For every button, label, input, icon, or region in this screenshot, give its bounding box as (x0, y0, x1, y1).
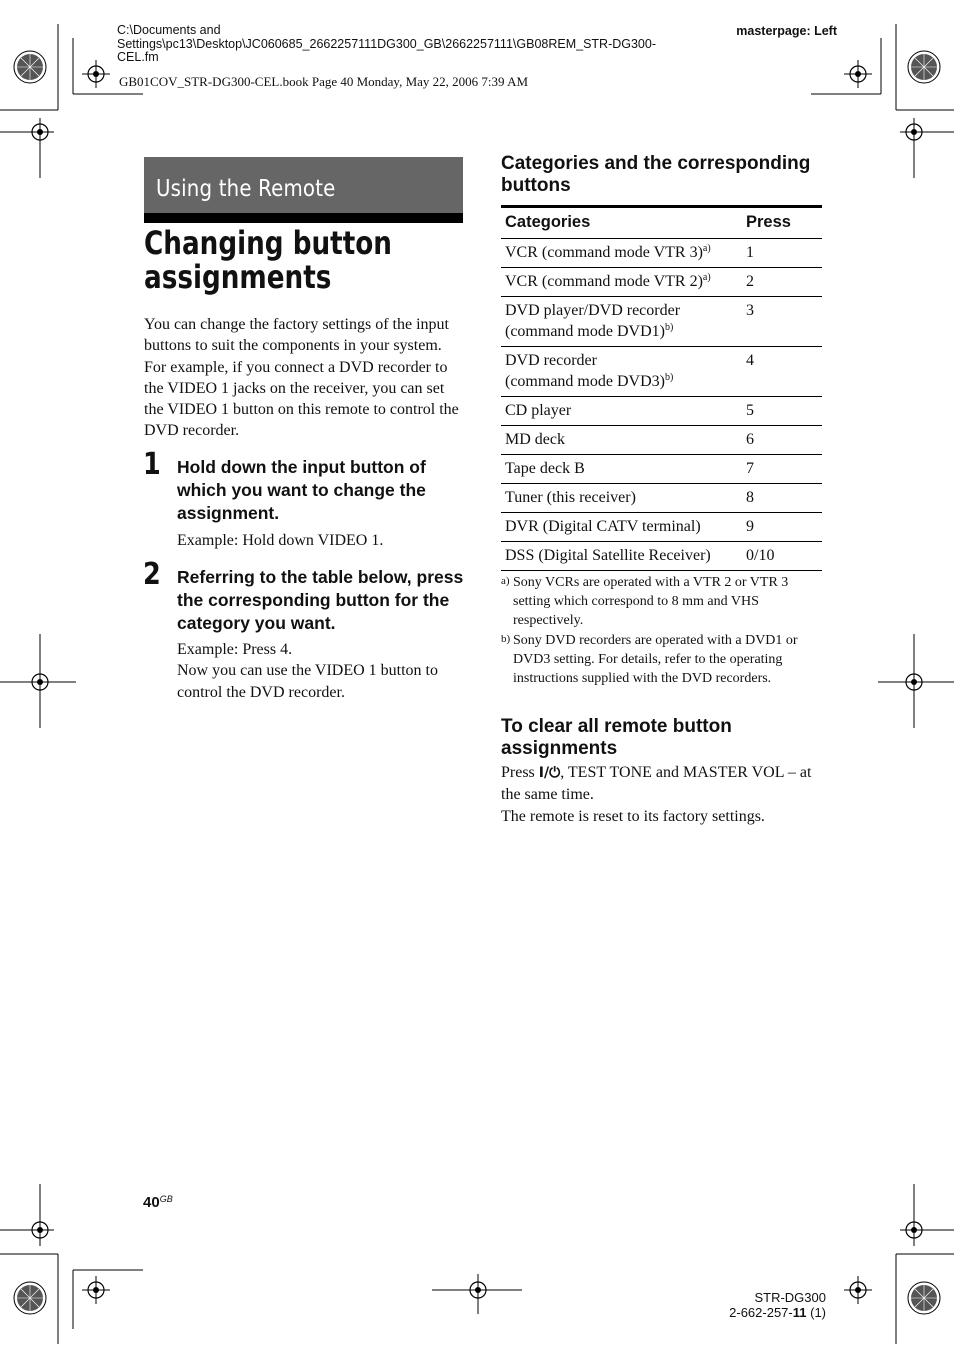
category-name: DVD player/DVD recorder (505, 302, 681, 319)
category-cell (501, 347, 742, 397)
category-name: MD deck (501, 426, 742, 455)
step-2-instruction: Referring to the table below, press the corresponding button for the category you want. (177, 567, 464, 633)
press-cell: 6 (742, 426, 822, 455)
category-name: VCR (command mode VTR 2) (505, 273, 703, 290)
footnote-a (501, 573, 821, 631)
header-masterpage: masterpage: Left (736, 24, 837, 38)
table-row (501, 268, 822, 297)
header-book-info: GB01COV_STR-DG300-CEL.book Page 40 Monday, May 22, 2006 7:39 AM (119, 74, 529, 89)
footer-part-number (729, 1305, 826, 1320)
category-cell (501, 268, 742, 297)
category-name: CD player (501, 397, 742, 426)
page-number-suffix: GB (159, 1194, 173, 1204)
column-header-categories: Categories (501, 207, 742, 239)
footnote-ref: a) (702, 243, 711, 254)
power-icon: I/⏻ (538, 765, 561, 781)
clear-result: The remote is reset to its factory settings. (501, 807, 765, 825)
header-file-path: C:\Documents and Settings\pc13\Desktop\JC060685_2662257111DG300_GB\2662257111\GB08REM_STR-DG300-CEL.fm (117, 23, 657, 64)
table-row (501, 426, 822, 455)
footnote-b-mark: b) (501, 633, 511, 645)
table-row (501, 542, 822, 571)
category-mode: (command mode DVD3) (505, 373, 665, 390)
table-header-row (501, 207, 822, 239)
footnote-ref: a) (702, 272, 711, 283)
category-name: Tape deck B (501, 455, 742, 484)
step-1-instruction: Hold down the input button of which you want to change the assignment. (177, 457, 426, 523)
section-banner-rule (144, 213, 463, 223)
footer-model: STR-DG300 (754, 1290, 826, 1305)
category-name: Tuner (this receiver) (501, 484, 742, 513)
categories-table (501, 205, 822, 571)
footnote-ref: b) (664, 372, 674, 383)
press-cell: 4 (742, 347, 822, 397)
table-row (501, 455, 822, 484)
press-cell: 3 (742, 297, 822, 347)
table-row (501, 513, 822, 542)
registration-mark-bottom-left (0, 1184, 150, 1364)
press-cell: 5 (742, 397, 822, 426)
step-number-1: 1 (143, 447, 161, 482)
step-1-example: Example: Hold down VIDEO 1. (177, 532, 384, 549)
page-number-value: 40 (143, 1194, 160, 1211)
step-2-example-line1: Example: Press 4. (177, 641, 293, 658)
page-number (143, 1194, 173, 1211)
press-cell: 8 (742, 484, 822, 513)
table-row (501, 297, 822, 347)
category-name: VCR (command mode VTR 3) (505, 244, 703, 261)
clear-assignments-text (501, 762, 826, 827)
footer-model-info (729, 1290, 826, 1320)
registration-mark-top-left (0, 24, 150, 184)
category-name: DSS (Digital Satellite Receiver) (501, 542, 742, 571)
press-cell: 2 (742, 268, 822, 297)
registration-mark-bottom-right (804, 1184, 954, 1364)
registration-mark-mid-right (874, 630, 954, 730)
press-cell: 7 (742, 455, 822, 484)
table-row (501, 239, 822, 268)
clear-text-suffix: , TEST TONE and MASTER VOL – at the same time. (501, 764, 812, 804)
part-prefix: 2-662-257- (729, 1305, 793, 1320)
footnote-a-mark: a) (501, 575, 510, 587)
category-name: DVD recorder (505, 352, 597, 369)
table-row (501, 397, 822, 426)
footnote-a-text: Sony VCRs are operated with a VTR 2 or VTR 3 setting which correspond to 8 mm and VHS respectively. (513, 575, 789, 629)
press-cell: 0/10 (742, 542, 822, 571)
press-cell: 9 (742, 513, 822, 542)
step-2-example (177, 639, 477, 703)
step-number-2: 2 (143, 557, 161, 592)
step-2-example-line2: Now you can use the VIDEO 1 button to control the DVD recorder. (177, 662, 438, 701)
category-mode: (command mode DVD1) (505, 323, 665, 340)
part-bold: 11 (792, 1305, 807, 1320)
footnote-ref: b) (664, 322, 674, 333)
intro-paragraph: You can change the factory settings of the input buttons to suit the components in your system. For example, if you connect a DVD recorder to the VIDEO 1 jacks on the receiver, you can set the VIDEO 1 button on this remote to control the DVD recorder. (144, 316, 459, 440)
registration-mark-mid-left (0, 630, 80, 730)
category-cell (501, 297, 742, 347)
registration-mark-bottom-center (428, 1270, 528, 1320)
clear-instruction (501, 762, 826, 806)
table-row (501, 484, 822, 513)
clear-assignments-heading: To clear all remote button assignments (501, 716, 732, 759)
footnote-b (501, 631, 821, 689)
part-suffix: (1) (806, 1305, 826, 1320)
clear-text-prefix: Press (501, 764, 539, 781)
categories-heading: Categories and the corresponding buttons (501, 153, 811, 196)
press-cell: 1 (742, 239, 822, 268)
section-title: Using the Remote (156, 176, 336, 202)
page-title: Changing button assignments (144, 224, 392, 296)
column-header-press: Press (742, 207, 822, 239)
category-name: DVR (Digital CATV terminal) (501, 513, 742, 542)
footnote-b-text: Sony DVD recorders are operated with a DVD1 or DVD3 setting. For details, refer to the operating instructions supplied with the DVD recorders. (513, 633, 798, 687)
registration-mark-top-right (804, 24, 954, 184)
category-cell (501, 239, 742, 268)
table-row (501, 347, 822, 397)
